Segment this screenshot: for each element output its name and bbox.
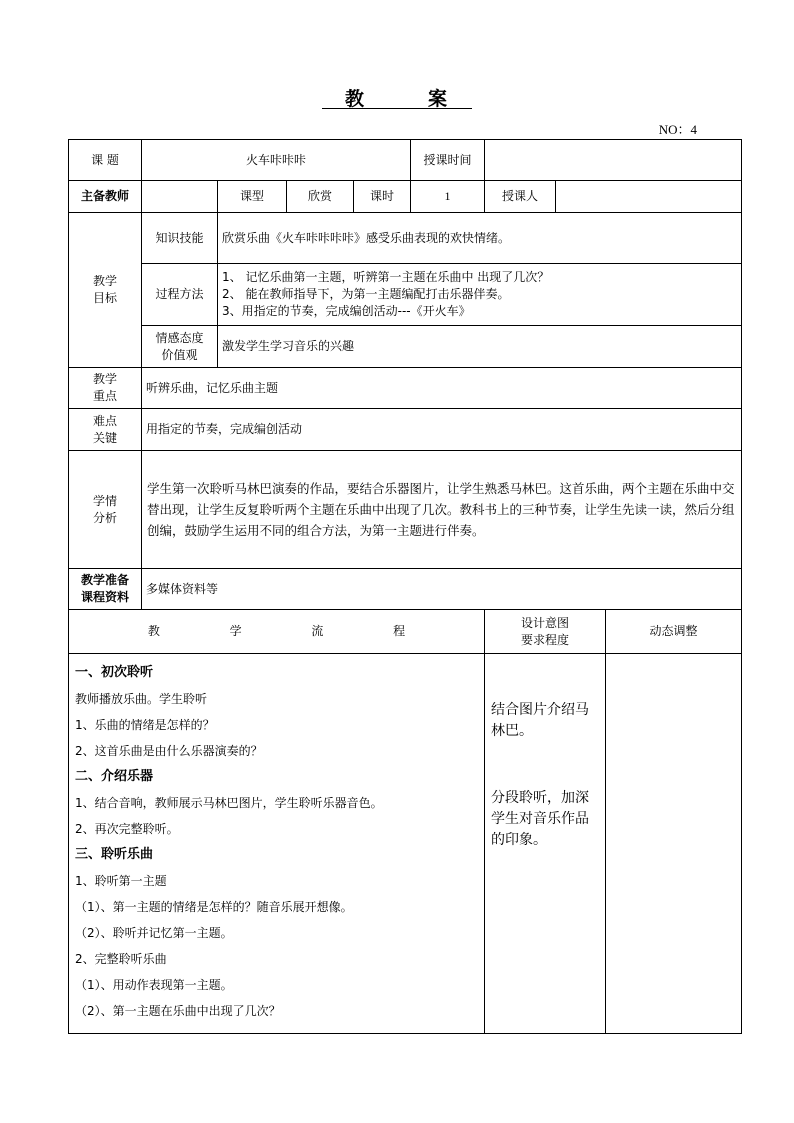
lecturer-value xyxy=(556,181,742,213)
teacher-label: 主备教师 xyxy=(69,181,142,213)
row-flow-content xyxy=(69,654,742,1034)
row-goal-knowledge xyxy=(69,213,742,264)
lecturer-label: 授课人 xyxy=(485,181,556,213)
adjust-content xyxy=(606,654,742,1034)
knowledge-value: 欣赏乐曲《火车咔咔咔咔》感受乐曲表现的欢快情绪。 xyxy=(218,213,742,264)
list-item: 2、完整聆听乐曲 xyxy=(75,952,167,966)
title-underline xyxy=(322,108,472,109)
process-value xyxy=(218,264,742,326)
list-item: （1）、第一主题的情绪是怎样的？随音乐展开想像。 xyxy=(75,900,353,914)
list-item: （1）、用动作表现第一主题。 xyxy=(75,978,233,992)
time-value xyxy=(485,140,742,181)
focus-value: 听辨乐曲，记忆乐曲主题 xyxy=(142,368,742,409)
list-item: 教师播放乐曲。学生聆听 xyxy=(75,692,208,706)
analysis-value: 学生第一次聆听马林巴演奏的作品，要结合乐器图片，让学生熟悉马林巴。这首乐曲，两个主题在乐曲中交替出现，让学生反复聆听两个主题在乐曲中出现了几次。教科书上的三种节奏，让学生先读一读，然后分组创编，鼓励学生运用不同的组合方法，为第一主题进行伴奏。 xyxy=(142,451,742,569)
course-label: 课 题 xyxy=(69,140,142,181)
section-2-title: 二、介绍乐器 xyxy=(75,769,154,784)
list-item: （2）、第一主题在乐曲中出现了几次？ xyxy=(75,1004,281,1018)
row-teacher xyxy=(69,181,742,213)
prep-value: 多媒体资料等 xyxy=(142,569,742,610)
flow-header-design: 设计意图 要求程度 xyxy=(485,610,606,654)
focus-label: 教学 重点 xyxy=(69,368,142,409)
design-notes xyxy=(485,654,606,1034)
emotion-value: 激发学生学习音乐的兴趣 xyxy=(218,326,742,368)
section-1-title: 一、初次聆听 xyxy=(75,665,154,680)
row-goal-process xyxy=(69,264,742,326)
title-char-1: 教 xyxy=(344,88,366,110)
knowledge-label: 知识技能 xyxy=(142,213,218,264)
title-char-2: 案 xyxy=(428,88,450,110)
process-item: 3、用指定的节奏，完成编创活动---《开火车》 xyxy=(222,304,471,318)
list-item: 2、再次完整聆听。 xyxy=(75,822,179,836)
design-note-1: 结合图片介绍马林巴。 xyxy=(491,702,590,739)
difficulty-value: 用指定的节奏，完成编创活动 xyxy=(142,409,742,451)
design-note-2: 分段聆听，加深学生对音乐作品的印象。 xyxy=(491,790,590,848)
process-label: 过程方法 xyxy=(142,264,218,326)
process-item: 1、 记忆乐曲第一主题，听辨第一主题在乐曲中 出现了几次？ xyxy=(222,270,550,284)
list-item: 2、这首乐曲是由什么乐器演奏的？ xyxy=(75,744,263,758)
section-3-title: 三、聆听乐曲 xyxy=(75,847,154,862)
process-item: 2、 能在教师指导下，为第一主题编配打击乐器伴奏。 xyxy=(222,287,510,301)
document-title xyxy=(0,84,794,111)
row-analysis xyxy=(69,451,742,569)
difficulty-label: 难点 关键 xyxy=(69,409,142,451)
course-value: 火车咔咔咔 xyxy=(142,140,411,181)
goals-label: 教学 目标 xyxy=(69,213,142,368)
hours-label: 课时 xyxy=(354,181,411,213)
row-course xyxy=(69,140,742,181)
flow-header-title: 教 学 流 程 xyxy=(69,610,485,654)
type-value: 欣赏 xyxy=(287,181,354,213)
row-difficulty xyxy=(69,409,742,451)
process-content xyxy=(69,654,485,1034)
analysis-label: 学情 分析 xyxy=(69,451,142,569)
document-number: NO：4 xyxy=(658,122,697,137)
list-item: （2）、聆听并记忆第一主题。 xyxy=(75,926,233,940)
list-item: 1、结合音响，教师展示马林巴图片，学生聆听乐器音色。 xyxy=(75,796,383,810)
list-item: 1、乐曲的情绪是怎样的？ xyxy=(75,718,215,732)
prep-label: 教学准备 课程资料 xyxy=(69,569,142,610)
row-focus xyxy=(69,368,742,409)
lesson-plan-table xyxy=(68,139,742,1034)
list-item: 1、聆听第一主题 xyxy=(75,874,167,888)
teacher-value xyxy=(142,181,218,213)
row-goal-emotion xyxy=(69,326,742,368)
flow-header-adjust: 动态调整 xyxy=(606,610,742,654)
emotion-label: 情感态度 价值观 xyxy=(142,326,218,368)
row-flow-header xyxy=(69,610,742,654)
type-label: 课型 xyxy=(218,181,287,213)
hours-value: 1 xyxy=(411,181,485,213)
time-label: 授课时间 xyxy=(411,140,485,181)
row-prep xyxy=(69,569,742,610)
